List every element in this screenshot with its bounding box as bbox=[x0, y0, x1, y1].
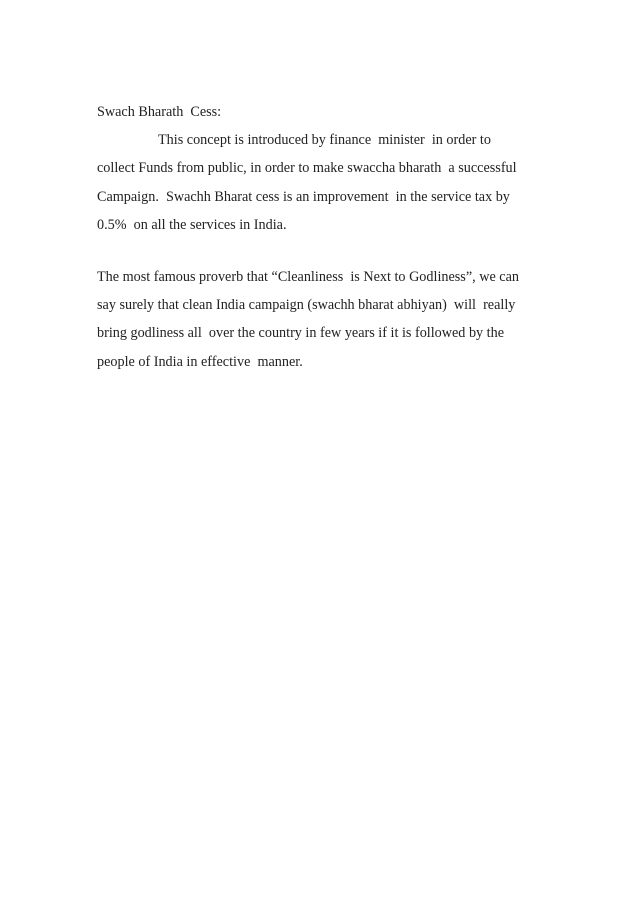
paragraph-line: This concept is introduced by finance minister in order to bbox=[158, 132, 491, 149]
paragraph-line: 0.5% on all the services in India. bbox=[97, 216, 287, 233]
paragraph-line: The most famous proverb that “Cleanliness is Next to Godliness”, we can bbox=[97, 269, 519, 286]
paragraph-spacer bbox=[97, 239, 547, 263]
section-heading: Swach Bharath Cess: bbox=[97, 104, 222, 120]
paragraph-line: collect Funds from public, in order to make swaccha bharath a successful bbox=[97, 160, 517, 177]
paragraph-line: people of India in effective manner. bbox=[97, 353, 303, 370]
paragraph-cleanliness-proverb bbox=[97, 263, 547, 376]
paragraph-line: say surely that clean India campaign (swachh bharat abhiyan) will really bbox=[97, 297, 516, 314]
document-body bbox=[97, 98, 547, 376]
paragraph-line: Campaign. Swachh Bharat cess is an improvement in the service tax by bbox=[97, 188, 510, 205]
paragraph-line: bring godliness all over the country in few years if it is followed by the bbox=[97, 325, 505, 342]
paragraph-swachh-bharat-cess bbox=[97, 126, 547, 239]
